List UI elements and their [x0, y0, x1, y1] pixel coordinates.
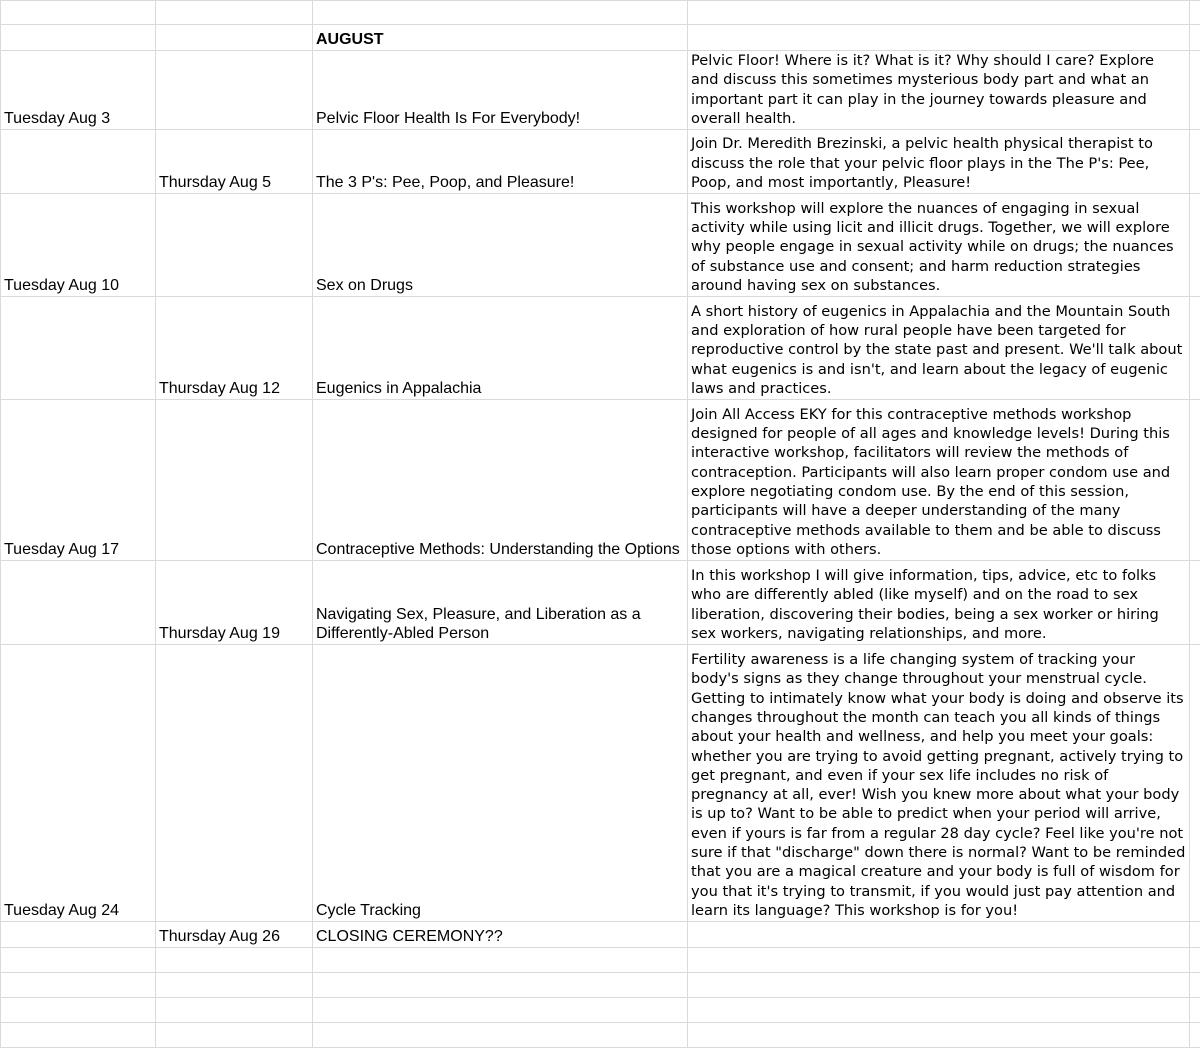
- cell[interactable]: [1190, 973, 1200, 998]
- empty-row: [1, 998, 1200, 1023]
- thursday-date-cell[interactable]: Thursday Aug 5: [156, 130, 313, 194]
- workshop-description-cell[interactable]: [688, 922, 1190, 948]
- cell[interactable]: [313, 998, 688, 1023]
- thursday-date-cell[interactable]: [156, 400, 313, 561]
- empty-row: [1, 1, 1200, 25]
- thursday-date-cell[interactable]: [156, 51, 313, 130]
- workshop-title-cell[interactable]: Contraceptive Methods: Understanding the Options: [313, 400, 688, 561]
- cell[interactable]: [156, 998, 313, 1023]
- cell[interactable]: [688, 1023, 1190, 1048]
- empty-row: [1, 1023, 1200, 1048]
- cell[interactable]: [688, 25, 1190, 51]
- month-header-cell[interactable]: AUGUST: [313, 25, 688, 51]
- tuesday-date-cell[interactable]: Tuesday Aug 17: [1, 400, 156, 561]
- workshop-title-cell[interactable]: CLOSING CEREMONY??: [313, 922, 688, 948]
- cell[interactable]: [1190, 25, 1200, 51]
- cell[interactable]: [1190, 400, 1200, 561]
- cell[interactable]: [1190, 645, 1200, 922]
- table-row: [1, 297, 1200, 400]
- workshop-title-cell[interactable]: The 3 P's: Pee, Poop, and Pleasure!: [313, 130, 688, 194]
- table-row: [1, 130, 1200, 194]
- table-row: [1, 51, 1200, 130]
- cell[interactable]: [156, 25, 313, 51]
- workshop-description-cell[interactable]: A short history of eugenics in Appalachia and the Mountain South and exploration of how rural people have been targeted for reproductive control by the state past and present. We'll talk about what eugenics is and isn't, and learn about the legacy of eugenic laws and practices.: [688, 297, 1190, 400]
- cell[interactable]: [1190, 51, 1200, 130]
- table-row: [1, 194, 1200, 297]
- table-row: [1, 645, 1200, 922]
- cell[interactable]: [1190, 561, 1200, 645]
- cell[interactable]: [1190, 194, 1200, 297]
- workshop-title-cell[interactable]: Sex on Drugs: [313, 194, 688, 297]
- thursday-date-cell[interactable]: [156, 645, 313, 922]
- tuesday-date-cell[interactable]: [1, 130, 156, 194]
- tuesday-date-cell[interactable]: [1, 561, 156, 645]
- tuesday-date-cell[interactable]: [1, 297, 156, 400]
- cell[interactable]: [1, 1023, 156, 1048]
- tuesday-date-cell[interactable]: Tuesday Aug 10: [1, 194, 156, 297]
- cell[interactable]: [1190, 130, 1200, 194]
- workshop-title-cell[interactable]: Navigating Sex, Pleasure, and Liberation as a Differently-Abled Person: [313, 561, 688, 645]
- cell[interactable]: [313, 973, 688, 998]
- table-row: [1, 922, 1200, 948]
- workshop-description-cell[interactable]: This workshop will explore the nuances of engaging in sexual activity while using licit and illicit drugs. Together, we will explore why people engage in sexual activity while on drugs; the nuances of substance use and consent; and harm reduction strategies around having sex on substances.: [688, 194, 1190, 297]
- cell[interactable]: [313, 948, 688, 973]
- cell[interactable]: [1, 948, 156, 973]
- cell[interactable]: [1, 25, 156, 51]
- table-row: [1, 400, 1200, 561]
- workshop-title-cell[interactable]: Pelvic Floor Health Is For Everybody!: [313, 51, 688, 130]
- workshop-title-cell[interactable]: Cycle Tracking: [313, 645, 688, 922]
- cell[interactable]: [1, 1, 156, 25]
- cell[interactable]: [1, 998, 156, 1023]
- cell[interactable]: [1190, 922, 1200, 948]
- thursday-date-cell[interactable]: Thursday Aug 12: [156, 297, 313, 400]
- workshop-description-cell[interactable]: In this workshop I will give information, tips, advice, etc to folks who are differently abled (like myself) and on the road to sex liberation, discovering their bodies, being a sex worker or hiring sex workers, navigating relationships, and more.: [688, 561, 1190, 645]
- cell[interactable]: [688, 973, 1190, 998]
- cell[interactable]: [313, 1023, 688, 1048]
- cell[interactable]: [1, 973, 156, 998]
- tuesday-date-cell[interactable]: [1, 922, 156, 948]
- month-header-row: [1, 25, 1200, 51]
- workshop-description-cell[interactable]: Join Dr. Meredith Brezinski, a pelvic health physical therapist to discuss the role that your pelvic floor plays in the The P's: Pee, Poop, and most importantly, Pleasure!: [688, 130, 1190, 194]
- thursday-date-cell[interactable]: Thursday Aug 19: [156, 561, 313, 645]
- empty-row: [1, 973, 1200, 998]
- cell[interactable]: [1190, 998, 1200, 1023]
- empty-row: [1, 948, 1200, 973]
- cell[interactable]: [156, 948, 313, 973]
- cell[interactable]: [1190, 297, 1200, 400]
- workshop-description-cell[interactable]: Join All Access EKY for this contraceptive methods workshop designed for people of all ages and knowledge levels! During this interactive workshop, facilitators will review the methods of contraception. Participants will also learn proper condom use and explore negotiating condom use. By the end of this session, participants will have a deeper understanding of the many contraceptive methods available to them and be able to discuss those options with others.: [688, 400, 1190, 561]
- cell[interactable]: [156, 973, 313, 998]
- thursday-date-cell[interactable]: Thursday Aug 26: [156, 922, 313, 948]
- workshop-description-cell[interactable]: Pelvic Floor! Where is it? What is it? Why should I care? Explore and discuss this sometimes mysterious body part and what an important part it can play in the journey towards pleasure and overall health.: [688, 51, 1190, 130]
- cell[interactable]: [1190, 1023, 1200, 1048]
- workshop-title-cell[interactable]: Eugenics in Appalachia: [313, 297, 688, 400]
- table-row: [1, 561, 1200, 645]
- workshop-description-cell[interactable]: Fertility awareness is a life changing system of tracking your body's signs as they change throughout your menstrual cycle. Getting to intimately know what your body is doing and observe its changes throughout the month can teach you all kinds of things about your health and wellness, and help you meet your goals: whether you are trying to avoid getting pregnant, actively trying to get pregnant, and even if your sex life includes no risk of pregnancy at all, ever! Wish you knew more about what your body is up to? Want to be able to predict when your period will arrive, even if yours is far from a regular 28 day cycle? Feel like you're not sure if that "discharge" down there is normal? Want to be reminded that you are a magical creature and your body is full of wisdom for you that it's trying to transmit, if you would just pay attention and learn its language? This workshop is for you!: [688, 645, 1190, 922]
- cell[interactable]: [313, 1, 688, 25]
- thursday-date-cell[interactable]: [156, 194, 313, 297]
- cell[interactable]: [688, 998, 1190, 1023]
- cell[interactable]: [156, 1, 313, 25]
- cell[interactable]: [1190, 948, 1200, 973]
- cell[interactable]: [1190, 1, 1200, 25]
- tuesday-date-cell[interactable]: Tuesday Aug 3: [1, 51, 156, 130]
- cell[interactable]: [688, 1, 1190, 25]
- cell[interactable]: [156, 1023, 313, 1048]
- tuesday-date-cell[interactable]: Tuesday Aug 24: [1, 645, 156, 922]
- cell[interactable]: [688, 948, 1190, 973]
